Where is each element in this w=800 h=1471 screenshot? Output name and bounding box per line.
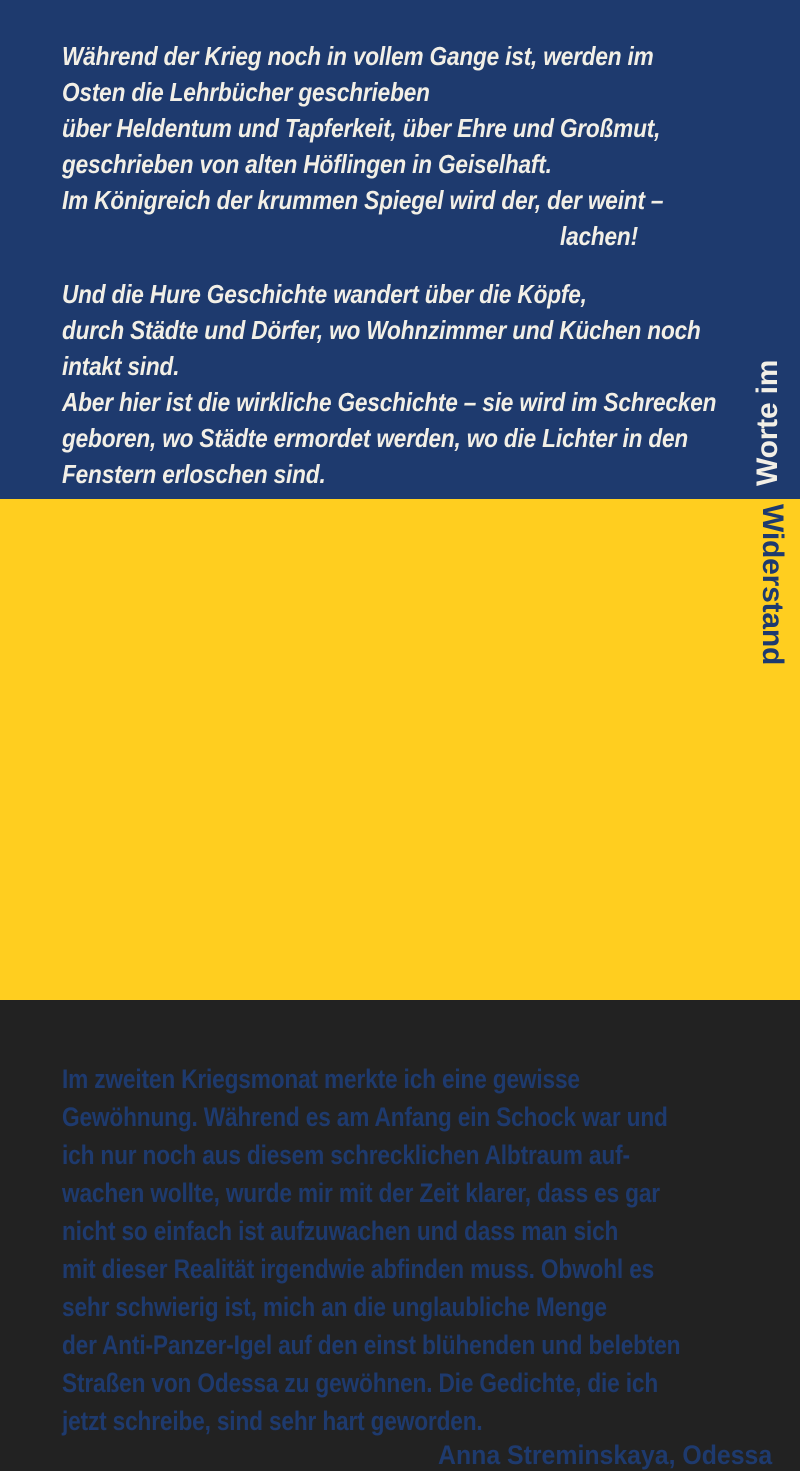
text-line: Aber hier ist die wirkliche Geschichte – sie wird im Schrecken — [62, 387, 717, 417]
text-line: nicht so einfach ist aufzuwachen und dass man sich — [62, 1216, 619, 1246]
text-line: Und die Hure Geschichte wandert über die Köpfe, — [62, 279, 587, 309]
text-line: geschrieben von alten Höflingen in Geiselhaft. — [62, 149, 552, 179]
text-line: sehr schwierig ist, mich an die unglaubliche Menge — [62, 1292, 607, 1322]
poem-line-lachen: lachen! — [559, 221, 638, 251]
text-line: Im zweiten Kriegsmonat merkte ich eine gewisse — [62, 1064, 580, 1094]
text-line: jetzt schreibe, sind sehr hart geworden. — [62, 1406, 483, 1436]
text-line: Gewöhnung. Während es am Anfang ein Schock war und — [62, 1102, 668, 1132]
text-line: Osten die Lehrbücher geschrieben — [62, 77, 430, 107]
text-line: über Heldentum und Tapferkeit, über Ehre und Großmut, — [62, 113, 661, 143]
text-line: intakt sind. — [62, 351, 180, 381]
poem-stanza-1 — [62, 38, 664, 218]
attribution: Anna Streminskaya, Odessa — [437, 1440, 772, 1470]
text-line: Fenstern erloschen sind. — [62, 459, 326, 489]
poem-stanza-2 — [62, 276, 717, 492]
text-line: der Anti-Panzer-Igel auf den einst blühenden und belebten — [62, 1330, 681, 1360]
text-line: Während der Krieg noch in vollem Gange ist, werden im — [62, 41, 654, 71]
text-line: geboren, wo Städte ermordet werden, wo die Lichter in den — [62, 423, 689, 453]
vertical-title-widerstand: Widerstand — [756, 504, 789, 666]
text-line: mit dieser Realität irgendwie abfinden muss. Obwohl es — [62, 1254, 655, 1284]
vertical-title-worte-im: Worte im — [751, 359, 784, 486]
text-line: durch Städte und Dörfer, wo Wohnzimmer und Küchen noch — [62, 315, 701, 345]
text-line: Straßen von Odessa zu gewöhnen. Die Gedichte, die ich — [62, 1368, 659, 1398]
yellow-panel — [0, 499, 800, 1470]
prose-paragraph — [62, 1060, 681, 1440]
text-line: ich nur noch aus diesem schrecklichen Albtraum auf- — [62, 1140, 630, 1170]
poem — [62, 38, 717, 492]
text-line: wachen wollte, wurde mir mit der Zeit klarer, dass es gar — [62, 1178, 660, 1208]
blue-panel — [0, 0, 800, 499]
text-line: Im Königreich der krummen Spiegel wird der, der weint – — [62, 185, 664, 215]
